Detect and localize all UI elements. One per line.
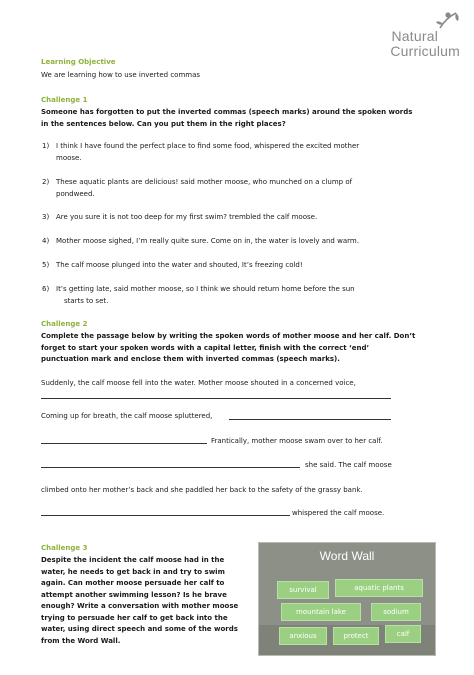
list-item (42, 177, 416, 200)
passage-line-3: Frantically, mother moose swam over to her calf. (211, 437, 383, 445)
list-item-number: 4) (42, 237, 50, 245)
list-item-line: Are you sure it is not too deep for my first swim? trembled the calf moose. (56, 213, 318, 221)
challenge-1-intro (41, 107, 441, 130)
list-item-line: It’s getting late, said mother moose, so I think we should return home before the sun (56, 285, 355, 293)
challenge-1-intro-line-2: in the sentences below. Can you put them in the right places? (41, 119, 286, 128)
list-item-number: 2) (42, 178, 50, 186)
word-tile: mountain lake (281, 603, 361, 621)
logo-word-natural: Natural (391, 28, 438, 44)
list-item-line: moose. (56, 153, 82, 162)
word-tile: calf (385, 625, 421, 643)
list-item-line: The calf moose plunged into the water and shouted, It’s freezing cold! (56, 261, 303, 269)
challenge-1-heading: Challenge 1 (41, 96, 88, 104)
challenge-3-heading: Challenge 3 (41, 544, 88, 552)
challenge-3-line: water, he needs to get back in and try to swim (41, 567, 225, 576)
list-item (42, 212, 416, 224)
list-item (42, 236, 416, 248)
challenge-1-intro-line-1: Someone has forgotten to put the inverted commas (speech marks) around the spoken words (41, 108, 413, 116)
challenge-2-intro (41, 331, 451, 366)
word-tile: protect (333, 627, 379, 645)
list-item-line: These aquatic plants are delicious! said mother moose, who munched on a clump of (56, 178, 353, 186)
passage-line-1: Suddenly, the calf moose fell into the water. Mother moose shouted in a concerned voice, (41, 379, 356, 387)
leaf-figure-icon (434, 10, 464, 32)
word-tile: survival (277, 581, 329, 599)
list-item-line: Mother moose sighed, I’m really quite sure. Come on in, the water is lovely and warm. (56, 237, 359, 245)
challenge-2-intro-line-3: punctuation mark and enclose them with inverted commas (speech marks). (41, 355, 340, 363)
passage-line-2: Coming up for breath, the calf moose spluttered, (41, 412, 213, 420)
challenge-3-line: water, using direct speech and some of the words (41, 625, 238, 633)
passage-line-5: climbed onto her mother’s back and she paddled her back to the safety of the grassy bank. (41, 486, 363, 494)
list-item-number: 3) (42, 213, 50, 221)
challenge-3-line: from the Word Wall. (41, 636, 121, 645)
answer-line-2[interactable] (229, 419, 391, 420)
list-item (42, 284, 416, 307)
passage-line-6: whispered the calf moose. (292, 509, 385, 517)
learning-objective-text: We are learning how to use inverted commas (41, 71, 201, 79)
answer-line-1[interactable] (41, 398, 391, 399)
list-item (42, 260, 416, 272)
list-item-number: 1) (42, 142, 50, 150)
list-item-line: I think I have found the perfect place to find some food, whispered the excited mother (56, 142, 360, 150)
challenge-3-text (41, 555, 256, 647)
word-tile: aquatic plants (335, 579, 423, 597)
challenge-3-line: Despite the incident the calf moose had in the (41, 556, 225, 564)
answer-line-4[interactable] (41, 467, 300, 468)
challenge-3-line: attempt another swimming lesson? Is he brave (41, 590, 227, 599)
logo-word-curriculum: Curriculum (390, 43, 460, 59)
challenge-2-heading: Challenge 2 (41, 320, 88, 328)
list-item-number: 6) (42, 285, 50, 293)
word-wall (258, 542, 436, 656)
word-wall-title: Word Wall (319, 549, 375, 563)
word-tile: sodium (371, 603, 421, 621)
learning-objective-heading: Learning Objective (41, 58, 116, 66)
word-tile: anxious (279, 627, 327, 645)
list-item (42, 141, 416, 164)
challenge-2-intro-line-2: forget to start your spoken words with a capital letter, finish with the correct ‘end’ (41, 343, 370, 352)
challenge-3-line: trying to persuade her calf to get back into the (41, 613, 228, 622)
list-item-number: 5) (42, 261, 50, 269)
natural-curriculum-logo (380, 10, 468, 58)
challenge-3-line: enough? Write a conversation with mother moose (41, 602, 239, 610)
challenge-2-intro-line-1: Complete the passage below by writing the spoken words of mother moose and her calf. Don’t (41, 332, 416, 340)
list-item-line: starts to set. (64, 296, 109, 305)
list-item-line: pondweed. (56, 189, 95, 198)
passage-line-4: she said. The calf moose (305, 461, 392, 469)
answer-line-5[interactable] (41, 515, 290, 516)
challenge-3-line: again. Can mother moose persuade her calf to (41, 579, 225, 587)
answer-line-3[interactable] (41, 443, 207, 444)
